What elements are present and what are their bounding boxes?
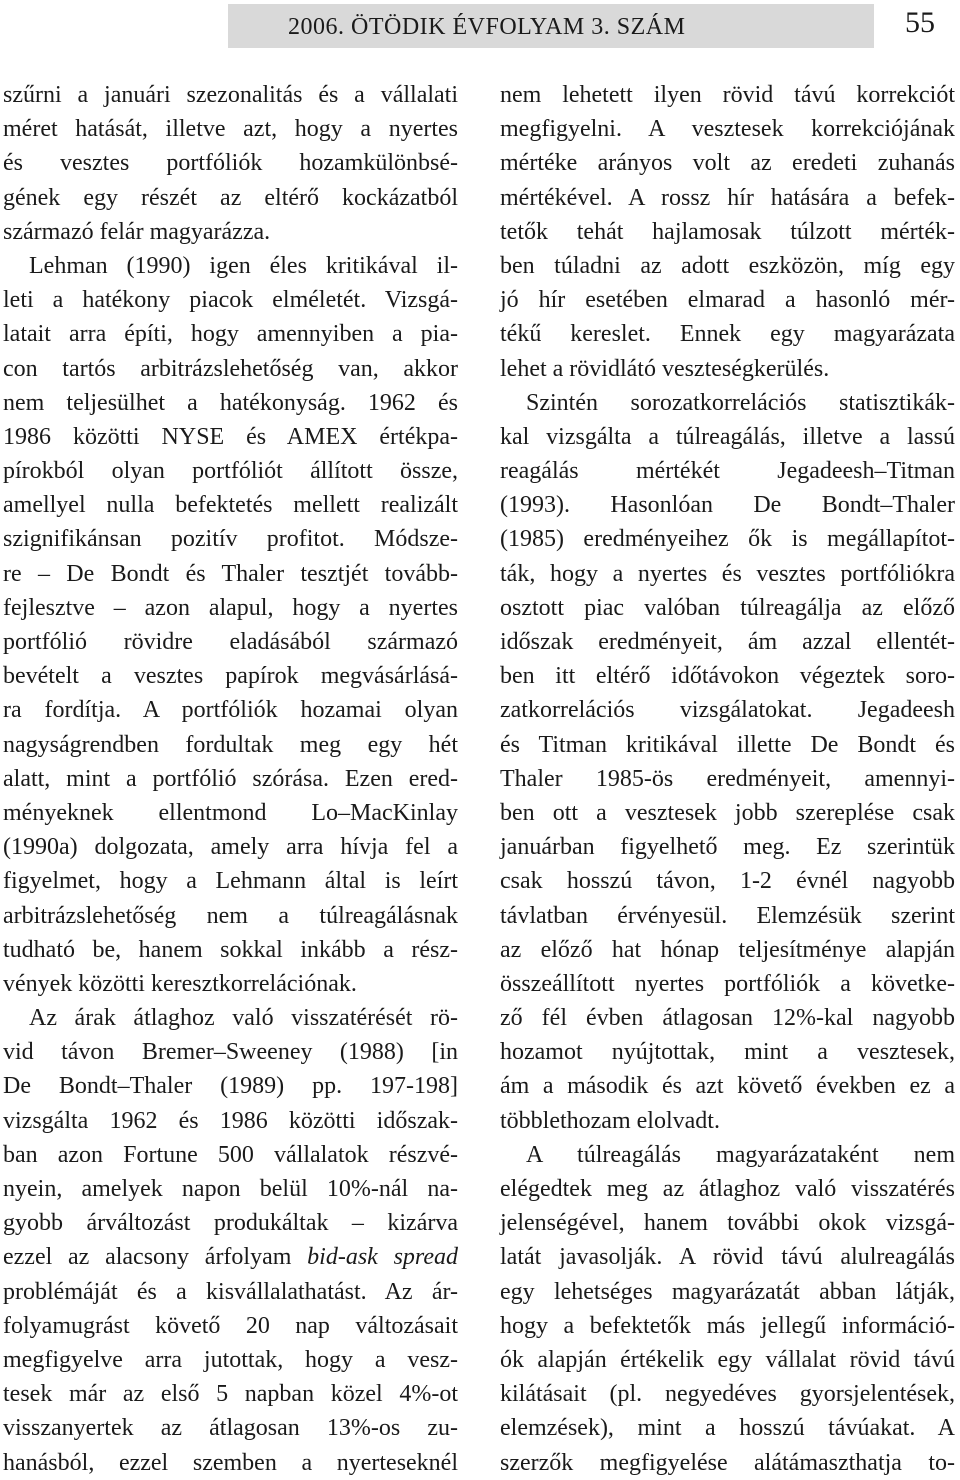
text-line: zatkorrelációs vizsgálatokat. Jegadeesh — [500, 697, 955, 724]
text-line: tesek már az első 5 napban közel 4%-ot — [3, 1381, 458, 1408]
left-column — [3, 78, 458, 1480]
text-line: tudható be, hanem sokkal inkább a rész- — [3, 936, 458, 963]
text-line: ben túladni az adott eszközön, míg egy — [500, 252, 955, 279]
text-line: vid távon Bremer–Sweeney (1988) [in — [3, 1039, 458, 1066]
text-line: ra fordítja. A portfóliók hozamai olyan — [3, 697, 458, 724]
text-line: arbitrázslehetőség nem a túlreagálásnak — [3, 902, 458, 929]
text-line: De Bondt–Thaler (1989) pp. 197-198] — [3, 1073, 458, 1100]
text-line: vizsgálta 1962 és 1986 közötti időszak- — [3, 1107, 458, 1134]
text-line: alatt, mint a portfólió szórása. Ezen ered- — [3, 765, 458, 792]
text-line: szignifikánsan pozitív profitot. Módsze- — [3, 526, 458, 553]
text-line: szerzők megfigyelése alátámaszthatja to- — [500, 1449, 955, 1476]
text-line: származó felár magyarázza. — [3, 218, 271, 245]
text-line: megfigyelni. A vesztesek korrekciójának — [500, 116, 955, 143]
text-line: az előző hat hónap teljesítménye alapján — [500, 936, 955, 963]
text-line: ban azon Fortune 500 vállalatok részvé- — [3, 1141, 458, 1168]
text-line: 1986 közötti NYSE és AMEX értékpa- — [3, 423, 458, 450]
text-line: ták, hogy a nyertes és vesztes portfóliókra — [500, 560, 955, 587]
text-line: nem lehetett ilyen rövid távú korrekciót — [500, 82, 955, 108]
text-line: nem teljesülhet a hatékonyság. 1962 és — [3, 389, 458, 416]
italic-term: bid-ask spread — [307, 1244, 459, 1271]
text-line: hogy a befektetők más jellegű információ- — [500, 1312, 955, 1339]
text-line: jó hír esetében elmarad a hasonló mér- — [500, 287, 955, 314]
text-line: megfigyelve arra jutottak, hogy a vesz- — [3, 1346, 458, 1373]
text-line: visszanyertek az átlagosan 13%-os zu- — [3, 1415, 458, 1442]
text-line: Az árak átlaghoz való visszatérését rö- — [29, 1005, 458, 1032]
text-line: Thaler 1985-ös eredményeit, amennyi- — [500, 765, 955, 792]
text-line: ző fél évben átlagosan 12%-kal nagyobb — [500, 1005, 955, 1032]
text-line: portfólió rövidre eladásából származó — [3, 629, 458, 655]
text-line: fejlesztve – azon alapul, hogy a nyertes — [3, 594, 458, 621]
running-header: 2006. ÖTÖDIK ÉVFOLYAM 3. SZÁM — [288, 14, 686, 40]
text-line: időszak eredményeit, ám azzal ellentét- — [500, 629, 955, 655]
text-line-with-italic — [3, 1240, 458, 1274]
text-line: gyobb árváltozást produkáltak – kizárva — [3, 1210, 458, 1237]
text-line: re – De Bondt és Thaler tesztjét tovább- — [3, 560, 458, 587]
text-line: problémáját és a kisvállalathatást. Az ár- — [3, 1278, 458, 1305]
text-line: távlatban érvényesül. Elemzésük szerint — [500, 902, 955, 929]
text-line: egy lehetséges magyarázatát abban látják, — [500, 1278, 955, 1305]
text-line: nyein, amelyek napon belül 10%-nál na- — [3, 1176, 458, 1202]
text-line: és Titman kritikával illette De Bondt és — [500, 731, 955, 758]
text-line: összeállított nyertes portfóliók a követke- — [500, 970, 955, 997]
text-line: jelenségével, hanem további okok vizsgá- — [500, 1210, 955, 1237]
text-line: A túlreagálás magyarázataként nem — [526, 1141, 955, 1168]
text-line: kal vizsgálta a túlreagálás, illetve a lassú — [500, 423, 955, 450]
text-line: latát javasolják. A rövid távú alulreagálás — [500, 1244, 955, 1271]
text-line: ám a második és azt követő években ez a — [500, 1073, 955, 1100]
text-line: folyamugrást követő 20 nap változásait — [3, 1312, 458, 1339]
text-line: méret hatását, illetve azt, hogy a nyertes — [3, 116, 458, 143]
text-line: többlethozam elolvadt. — [500, 1107, 720, 1134]
text-line: mértéke arányos volt az eredeti zuhanás — [500, 150, 955, 177]
text-line: hanásból, ezzel szemben a nyerteseknél — [3, 1449, 458, 1476]
text-line: leti a hatékony piacok elméletét. Vizsgá- — [3, 287, 458, 314]
text-line: ók alapján értékelik egy vállalat rövid távú — [500, 1346, 955, 1373]
text-line: latait arra építi, hogy amennyiben a pia- — [3, 321, 458, 348]
text-line: ben ott a vesztesek jobb szereplése csak — [500, 799, 955, 826]
right-column — [500, 78, 955, 1480]
text-line: bevételt a vesztes papírok megvásárlásá- — [3, 663, 458, 690]
text-line: mértékével. A rossz hír hatására a befek- — [500, 184, 955, 211]
text-line: tetők tehát hajlamosak túlzott mérték- — [500, 218, 955, 245]
text-line: elemzések), mint a hosszú távúakat. A — [500, 1415, 955, 1442]
text-line: (1985) eredményeihez ők is megállapítot- — [500, 526, 955, 553]
text-line: (1993). Hasonlóan De Bondt–Thaler — [500, 492, 955, 519]
text-line: con tartós arbitrázslehetőség van, akkor — [3, 355, 458, 382]
text-line: lehet a rövidlátó veszteségkerülés. — [500, 355, 830, 382]
text-line: és vesztes portfóliók hozamkülönbsé- — [3, 150, 458, 177]
page-number: 55 — [905, 6, 935, 39]
text-line: reagálás mértékét Jegadeesh–Titman — [500, 458, 955, 485]
text-line: elégedtek meg az átlaghoz való visszatérés — [500, 1176, 955, 1202]
text-line: nagyságrendben fordultak meg egy hét — [3, 731, 458, 758]
text-line: pírokból olyan portfóliót állított össze, — [3, 458, 458, 485]
text-line: ben itt eltérő időtávokon végeztek soro- — [500, 663, 955, 690]
text-line: hozamot nyújtottak, mint a vesztesek, — [500, 1039, 955, 1066]
text-line: Lehman (1990) igen éles kritikával il- — [29, 252, 458, 279]
text-line: Szintén sorozatkorrelációs statisztikák- — [526, 389, 955, 416]
text-segment: ezzel az alacsony árfolyam — [3, 1244, 308, 1271]
text-line: vények közötti keresztkorrelációnak. — [3, 970, 357, 997]
text-line: osztott piac valóban túlreagálja az előző — [500, 594, 955, 621]
text-line: amellyel nulla befektetés mellett realizált — [3, 492, 458, 519]
text-line: kilátásait (pl. negyedéves gyorsjelentések, — [500, 1381, 955, 1408]
text-line: ményeknek ellentmond Lo–MacKinlay — [3, 799, 458, 826]
text-line: januárban figyelhető meg. Ez szerintük — [500, 834, 955, 861]
text-line: (1990a) dolgozata, amely arra hívja fel a — [3, 834, 458, 861]
text-line: tékű kereslet. Ennek egy magyarázata — [500, 321, 955, 348]
text-line: szűrni a januári szezonalitás és a vállalati — [3, 82, 458, 108]
text-line: csak hosszú távon, 1-2 évnél nagyobb — [500, 868, 955, 895]
text-line: gének egy részét az eltérő kockázatból — [3, 184, 458, 211]
text-line: figyelmet, hogy a Lehmann által is leírt — [3, 868, 458, 895]
